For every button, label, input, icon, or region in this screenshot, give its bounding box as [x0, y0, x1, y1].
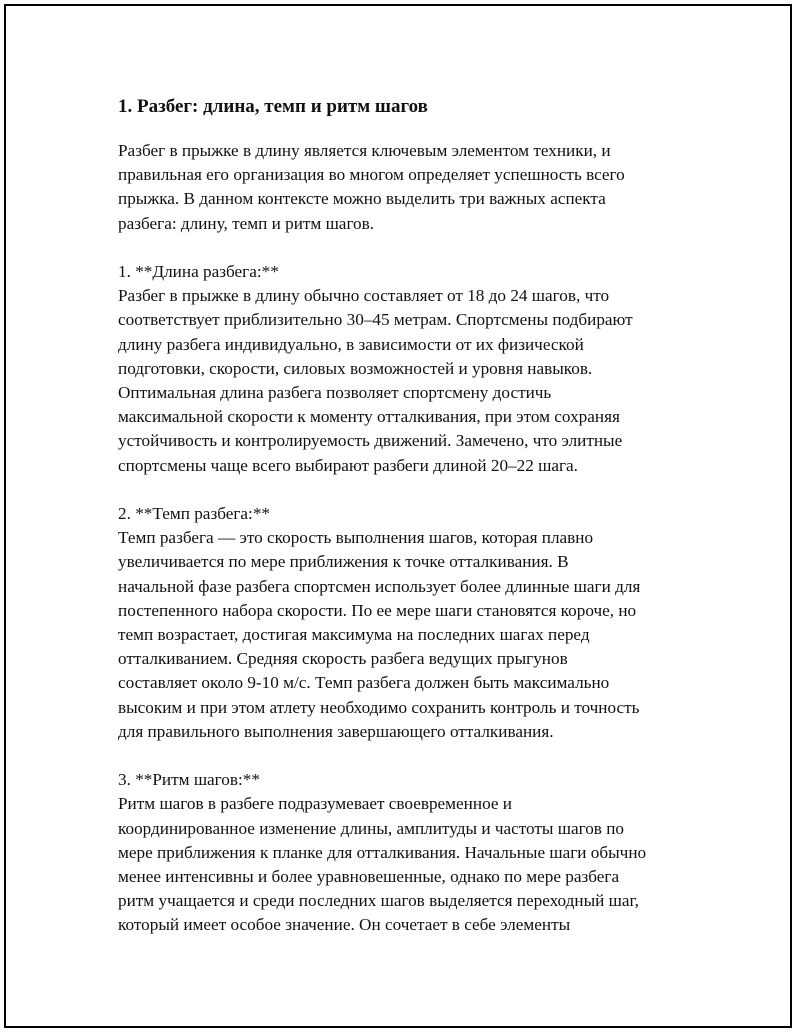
paragraph-gap: [118, 236, 698, 260]
length-title: 1. **Длина разбега:**: [118, 262, 279, 281]
paragraph-gap: [118, 478, 698, 502]
rhythm-title: 3. **Ритм шагов:**: [118, 770, 260, 790]
rhythm-paragraph: Ритм шагов в разбеге подразумевает своевременное и координированное изменение длины, амплитуды и частоты шагов по мере приближения к планке для отталкивания. Начальные шаги обычно менее интенсивны и более уравновешенные, однако по мере разбега ритм учащается и среди последних шагов выделяется переходный шаг, который имеет особое значение. Он сочетает в себе элементы: [118, 794, 647, 935]
intro-paragraph: Разбег в прыжке в длину является ключевым элементом техники, и правильная его организация во многом определяет успешность всего прыжка. В данном контексте можно выделить три важных аспекта разбега: длину, темп и ритм шагов.: [118, 141, 625, 233]
paragraph-gap: [118, 744, 698, 768]
length-paragraph: Разбег в прыжке в длину обычно составляет от 18 до 24 шагов, что соответствует приблизительно 30–45 метрам. Спортсмены подбирают длину разбега индивидуально, в зависимости от их физической подготовки, скорости, силовых возможностей и уровня навыков. Оптимальная длина разбега позволяет спортсмену достичь максимальной скорости к моменту отталкивания, при этом сохраняя устойчивость и контролируемость движений. Замечено, что элитные спортсмены чаще всего выбирают разбеги длиной 20–22 шага.: [118, 286, 633, 475]
section-heading: 1. Разбег: длина, темп и ритм шагов: [118, 96, 428, 117]
tempo-title: 2. **Темп разбега:**: [118, 504, 271, 524]
document-body: [118, 95, 698, 938]
tempo-paragraph: Темп разбега — это скорость выполнения шагов, которая плавно увеличивается по мере приближения к точке отталкивания. В начальной фазе разбега спортсмен использует более длинные шаги для постепенного набора скорости. По ее мере шаги становятся короче, но темп возрастает, достигая максимума на последних шагах перед отталкиванием. Средняя скорость разбега ведущих прыгунов составляет около 9-10 м/с. Темп разбега должен быть максимально высоким и при этом атлету необходимо сохранить контроль и точность для правильного выполнения завершающего отталкивания.: [118, 528, 641, 741]
